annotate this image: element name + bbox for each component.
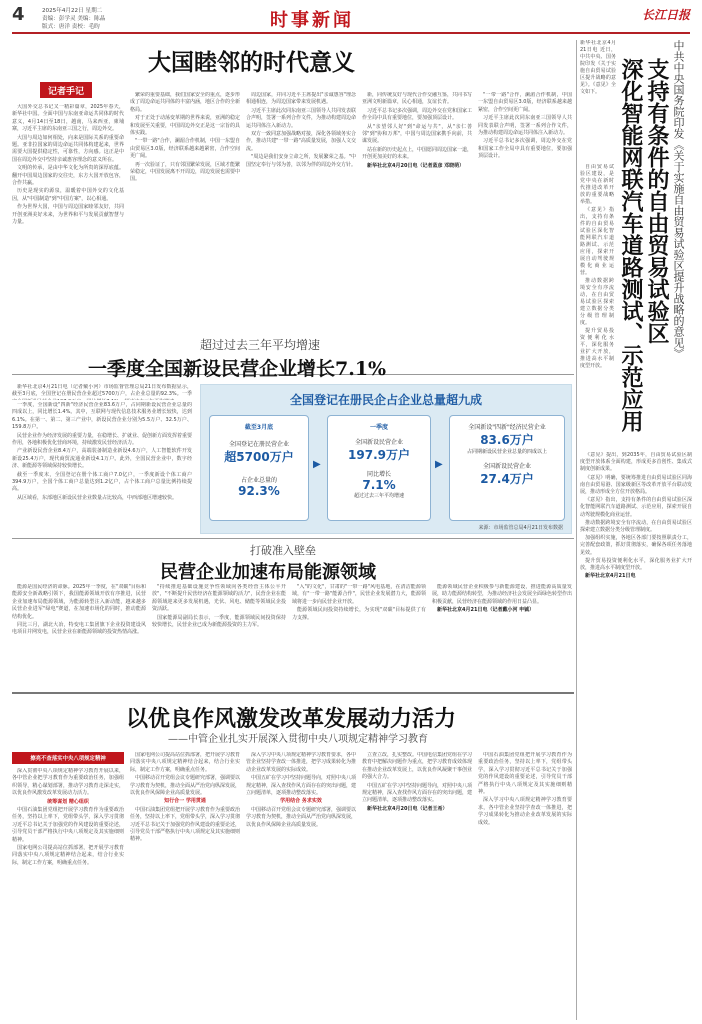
paragraph: 截至一季度末，全国登记在册个体工商户7.0亿户，一季度新设个体工商户394.9万户，全国个体工商户总量达到1.2亿户，占个体工商户总量比例持续提高。 [12,471,192,493]
paragraph: 中国五矿在学习中坚持问题导向，对照中央八项规定精神，深入查找作风方面存在的突出问题，建立问题清单，逐项推动整改落实。 [246,775,356,797]
editorial-tag: 记者手记 [40,82,92,98]
market-col-3 [292,584,426,686]
editorial-col-2 [130,92,240,368]
paragraph: 大国与周边如何相处，向来是国际关系的重要命题。亚非拉国家的周边命运共同体构建起来，世界需要大国提供稳定性，可靠性，方向感。这正是中国在周边外交中坚持亲诚惠容理念的意义所在。 [12,134,124,163]
editor-line: 责编：彭学灵 美编：陈晶 [42,16,106,22]
paragraph: "持续推进基础设施竞争性领域向各类经营主体公平开放"，"不断提升民营经济在能源领域的活力"，民营企业在能源领域迎来更多发展机遇，光伏、风电、储能等领域民企投资活跃。 [152,584,286,613]
proof-line: 版式：唐洋 责校：毛昀 [42,24,100,30]
paragraph: 立查立改，扎实整改。中国电信集团党组在学习教育中把解决问题作为重点，把学习教育成效体现在推动企业改革发展上，以优良作风凝聚干事创业的强大合力。 [362,752,472,781]
paragraph: 中国移动召开党组会议专题研究部署，强调要以学习教育为契机，推动全面从严治党向纵深发展，以优良作风保障企业高质量发展。 [130,775,240,797]
paragraph: 深入贯彻中央八项规定精神学习教育开展以来，各中管企业把学习教育作为重要政治任务，加强组织领导，精心谋划部署，推动学习教育走深走实，以优良作风激发改革发展动力活力。 [12,768,124,797]
paragraph: 提升贸易投资便利化水平，深化服务业扩大开放，推进高水平制度型开放。 [580,557,692,572]
paragraph: 中国石油集团党组把开展学习教育作为重要政治任务，坚持以上率下，党组带头学，深入学习贯彻习近平总书记关于加强党的作风建设的重要论述，引导党员干部严格执行中央八项规定及其实施细则精神。 [12,807,124,843]
education-col-2 [130,752,240,1020]
paragraph: 再一次验证了，只有邻国繁荣发展，区域才能繁荣稳定，中国发展离不开周边，周边发展也需要中国。 [130,161,240,183]
paragraph: 产业新设民营企业8.4万户，高端装备制造业新设4.6万户，人工智能软件开发新设25.4万户，现代商贸流通业新设4.1万户。此外，全国民营企业中，数字经济、新能源等领域保持较快增长。 [12,448,192,470]
paragraph: 国家电网公司提高站位抓部署，把开展学习教育同落实中央八项规定精神结合起来，结合行业实际，制定工作方案，明确重点任务。 [12,845,124,866]
education-headline: 以优良作风激发改革发展动力活力 [126,706,457,732]
subhead: 统筹谋划 精心组织 [47,798,89,805]
paragraph: 能源是国民经济的命脉。2025年一季度，在"双碳"目标和能源安全新战略引领下，我国能源领域开放有序推进，民营企业加速布局能源领域，为能源转型注入新动能，越来越多民营企业进军"绿电"赛道，在加速市场化的同时，推动能源结构优化。 [12,584,146,620]
paragraph: "入"的文化"，甘肃的"一带一路"风电基地，在清洁能源领域，有"一带一路"能源合作"，民营企业发展潜力大，能源领域将进一步向民营企业开放。 [292,584,426,605]
section-title: 时事新闻 [270,10,354,31]
paragraph: 从"亲望邻人好"到"命运与共"，从"亲仁善邻"到"协和万邦"，中国与周边国家携手向前，共谋发展。 [362,123,472,145]
byline: 新华社北京4月20日电（记者王希） [367,805,448,812]
mid-box-value2: 7.1% [362,478,396,492]
right-box-line1: 全国新设"四新"经济民营企业 [468,424,546,431]
paragraph: 新华社北京4月21日电 近日，中共中央、国务院印发《关于实施自由贸易试验区提升战略的意见》。《意见》全文如下。 [580,40,616,95]
byline: 新华社北京4月21日电 [585,573,636,580]
left-box-value2: 92.3% [238,484,280,498]
paragraph: 同比三月，湖北大冶，特变电工集团旗下企业投资建设风电项目并网发电，民营企业在新能源领域的投资热情高涨。 [12,622,146,636]
paragraph: 文明的传承，是由中华文化为所贵的深厚底蕴。翻开中国周边国家的交往史，东方大国开放包容，合作共赢。 [12,165,124,187]
newspaper-logo: 长江日报 [641,8,690,22]
infographic-mid-box [327,415,431,521]
market-col-4 [432,584,572,686]
paragraph: "周边是我们安身立命之所，发展繁荣之基。"中国坚定奉行与邻为善，以邻为伴的周边外交方针。 [246,154,356,168]
paragraph: 提升贸易投资便利化水平，深化服务业扩大开放，推进高水平制度型开放。 [580,328,614,369]
editorial-col-3 [246,92,356,368]
infographic-source: 来源：市场监管总局4月21日发布数据 [478,524,563,531]
education-col-5 [478,752,572,1020]
paragraph: 《意见》提出，到2035年，自由贸易试验区制度型开放体系全面构建，形成更多首创性、集成式制度创新成果。 [580,452,692,473]
mid-box-value1: 197.9万户 [348,448,410,462]
paragraph: 作为世界大国，中国与周边国家睦邻友好，共同开创亚洲美好未来，为世界和平与发展贡献智慧与力量。 [12,204,124,226]
market-headline: 民营企业加速布局能源领域 [160,562,376,583]
policy-vertical-title-1: 支持有条件的自由贸易试验区 [644,58,670,344]
policy-dateline [580,40,616,160]
right-box-line2: 全国新设民营企业 [482,463,531,470]
right-box-value1: 83.6万户 [480,433,534,447]
column-rule [576,40,577,1020]
paragraph: 中国石油集团党组把开展学习教育作为重要政治任务，坚持以上率下，党组带头学，深入学习贯彻习近平总书记关于加强党的作风建设的重要论述，引导党员干部严格执行中央八项规定及其实施细则精神。 [478,752,572,796]
paragraph: 国家能源局副局长表示，一季度，能源领域民间投资保持较快增长，民营企业已成为新能源投资的主力军。 [152,614,286,629]
divider [12,538,574,539]
paragraph: 深入学习中央八项规定精神学习教育要求，各中管企业坚持学查改一体推进，把学习成果转化为推动企业改革发展的实际成效。 [478,797,572,826]
right-box-note1: 占同期新设民营企业总量的四成以上 [466,449,547,455]
infographic-title: 全国登记在册民企占企业总量超九成 [289,393,482,407]
growth-lead [12,384,192,400]
mid-box-line1: 全国新设民营企业 [354,439,403,446]
paragraph: 新华社北京4月21日电（记者戴小河）市场监督管理总局21日发布数据显示，截至3月底，全国登记在册民营企业超过5700万户，占企业总量的92.3%。一季 [12,384,192,398]
byline: 新华社北京4月21日电（记者戴小河 申铖） [437,607,535,614]
paragraph: 深入学习中央八项规定精神学习教育要求，各中管企业坚持学查改一体推进，把学习成果转化为推动企业改革发展的实际成效。 [246,752,356,773]
policy-col-wide [580,452,692,1018]
paragraph: 一季度，全国新设"四新"经济民营企业83.6万户，占同期新设民营企业总量的四成以上，同比增长1.4%。其中，互联网与现代信息技术服务业增长较快，达到6.1%。在第一、第二、第三产业中，新设民营企业分别为5.5万户、32.5万户、159.8万户。 [12,402,192,431]
subhead: 学用结合 务求实效 [280,798,322,805]
masthead [12,4,690,36]
divider [12,692,574,694]
right-box-value2: 27.4万户 [480,472,534,486]
education-col-3 [246,752,356,1020]
paragraph: 习近平主席此次同东南亚三国领导人共同发表联合声明，签署一系列合作文件，为推动构建周边命运共同体注入新动力。 [478,115,572,137]
market-col-2 [152,584,286,686]
editorial-col-4 [362,92,472,368]
paragraph: 站在新的历史起点上，中国愿同周边国家一道，开创更加美好的未来。 [362,146,472,161]
left-box-line2: 占企业总量的 [240,477,277,484]
paragraph: 自由贸易试验区建设，是党中央在新时代推进改革开放的重要战略举措。 [580,164,614,205]
issue-meta [42,7,105,31]
byline: 新华社北京4月20日电（记者蓝彦 邓晓萌） [367,162,465,169]
editorial-headline: 大国睦邻的时代意义 [148,49,355,76]
growth-col-1 [12,402,192,534]
market-col-1 [12,584,146,686]
date-line: 2025年4月22日 星期二 [42,8,103,14]
paragraph: 双方一致同意加强战略对接，深化各领域务实合作，推动共建"一带一路"高质量发展，加强人文交流。 [246,131,356,152]
education-tag: 擦亮不查落实中央八项规定精神 [12,752,124,764]
growth-headline: 一季度全国新设民营企业增长7.1% [88,358,387,380]
paragraph: 习近平总书记多次强调，周边外交在党和国家工作全局中具有重要地位，要加强顶层设计。 [478,138,572,160]
education-col-4 [362,752,472,1020]
left-box-value1: 超5700万户 [224,450,294,464]
infographic-right-box [449,415,565,521]
paragraph: 对于正处于动荡变革期的世界来说，亚洲的稳定和发展至关重要，中国周边外交正是这一宗旨的具体实践。 [130,115,240,137]
paragraph: 历史是现实的源泉，温暖着中国外交的文化基因，从"中国制造"到"中国方案"，以心相通。 [12,188,124,202]
market-kicker: 打破准入壁垒 [250,544,316,557]
paragraph: 中国五矿在学习中坚持问题导向，对照中央八项规定精神，深入查找作风方面存在的突出问题，建立问题清单，逐项推动整改落实。 [362,782,472,804]
editorial-col-1 [12,104,124,370]
infographic-left-box [209,415,309,521]
paragraph: "一带一路"合作，澜湄合作机制，中国一东盟自由贸易区3.0版，经济联系越来越紧密，合作空间更广阔。 [130,138,240,160]
growth-kicker: 超过过去三年平均增速 [200,338,321,352]
masthead-rule [12,32,690,34]
paragraph: 国家电网公司提高站位抓部署，把开展学习教育同落实中央八项规定精神结合起来，结合行业实际，制定工作方案，明确重点任务。 [130,752,240,773]
paragraph: 大国外交总书记又一精彩篇章，2025年春天，新华社中国。全面中国与东南亚命运共同体的时代意义，4月14日至18日，越南，马来西亚，柬埔寨，习近平主席的东南亚三国之行，周边外交。 [12,104,124,133]
paragraph: 能源领域民营企业积极参与新能源建设，推进能源高质量发展，助力能源结构转型，为推动经济社会发展全面绿色转型作出积极贡献，民营经济在能源领域的作用日益凸显。 [432,584,572,605]
editorial-col-5 [478,92,572,368]
paragraph: 习近平总书记多次强调，周边外交在党和国家工作全局中具有重要地位，要加强顶层设计。 [362,107,472,122]
mid-box-line2: 同比增长 [366,471,391,478]
paragraph: "一带一路"合作，澜湄合作机制，中国一东盟自由贸易区3.0版，经济联系越来越紧密，合作空间更广阔。 [478,92,572,113]
paragraph: 中国移动召开党组会议专题研究部署，强调要以学习教育为契机，推动全面从严治党向纵深发展，以优良作风保障企业高质量发展。 [246,806,356,828]
paragraph: 加强组织实施，各地区各部门要按照职责分工，完善配套政策，抓好贯彻落实，确保各项任务落地见效。 [580,535,692,556]
left-box-label: 截至3月底 [244,424,274,431]
paragraph: 《意见》指出，支持有条件的自由贸易试验区深化智能网联汽车道路测试、示范应用，探索开展自动驾驶规模化商业运营。 [580,207,614,276]
page-number: 4 [12,4,25,25]
paragraph: 能源领域民间投资持续增长，为实现"双碳"目标提供了有力支撑。 [292,607,426,621]
paragraph: 中国石油集团党组把开展学习教育作为重要政治任务，坚持以上率下，党组带头学，深入学习贯彻习近平总书记关于加强党的作风建设的重要论述，引导党员干部严格执行中央八项规定及其实施细则精神。 [130,806,240,843]
paragraph: 《意见》指出，支持有条件的自由贸易试验区深化智能网联汽车道路测试、示范应用，探索开展自动驾驶规模化商业运营。 [580,497,692,518]
paragraph: 习近平主席此次同东南亚三国领导人共同发表联合声明，签署一系列合作文件，为推动构建周边命运共同体注入新动力。 [246,107,356,129]
arrow-right-icon: ▶ [313,459,321,470]
infographic [200,384,572,534]
paragraph: 从区域看，东部地区新设民营企业数量占比较高，中西部地区增速较快。 [17,494,178,501]
subhead: 知行合一 学用贯通 [164,798,206,805]
education-col-1 [12,768,124,1020]
paragraph: 新，同传统友好与现代合作交融互鉴，共同书写亚洲文明新篇章，民心相通，友谊长青。 [362,92,472,106]
arrow-right-icon: ▶ [435,459,443,470]
paragraph: 推动数据跨境安全有序流动，在自由贸易试验区探索建立数据分类分级管理制度。 [580,278,614,326]
paragraph: 《意见》明确，要统筹推进自由贸易试验区同海南自由贸易港、国家级新区等改革开放平台联动发展，推动形成全方位开放格局。 [580,474,692,496]
paragraph: 周边国家，并同习近平主席提出"亲诚惠容"理念相通相连，为周边国家带来发展机遇。 [246,92,356,106]
policy-vertical-title-2: 深化智能网联汽车道路测试、示范应用 [618,58,644,432]
mid-box-label: 一季度 [369,424,388,431]
mid-box-note: 超过过去三年平均增速 [353,493,404,499]
paragraph: 民营企业作为经济发展的重要力量，在稳增长、扩就业、促创新方面发挥着重要作用，各地积极优化营商环境，持续激发民营经济活力。 [12,432,192,447]
paragraph: 繁荣的重要基础，我们国家安全的重点，逐步形成了周边命运共同体的丰富内涵，地区合作的全新格局。 [130,92,240,113]
education-subheadline: ——中管企业扎实开展深入贯彻中央八项规定精神学习教育 [168,734,428,745]
left-box-line1: 全国登记在册民营企业 [228,441,289,448]
policy-vertical-kicker: 中共中央国务院印发《关于实施自由贸易试验区提升战略的意见》 [672,40,685,359]
paragraph: 推动数据跨境安全有序流动，在自由贸易试验区探索建立数据分类分级管理制度。 [580,519,692,534]
